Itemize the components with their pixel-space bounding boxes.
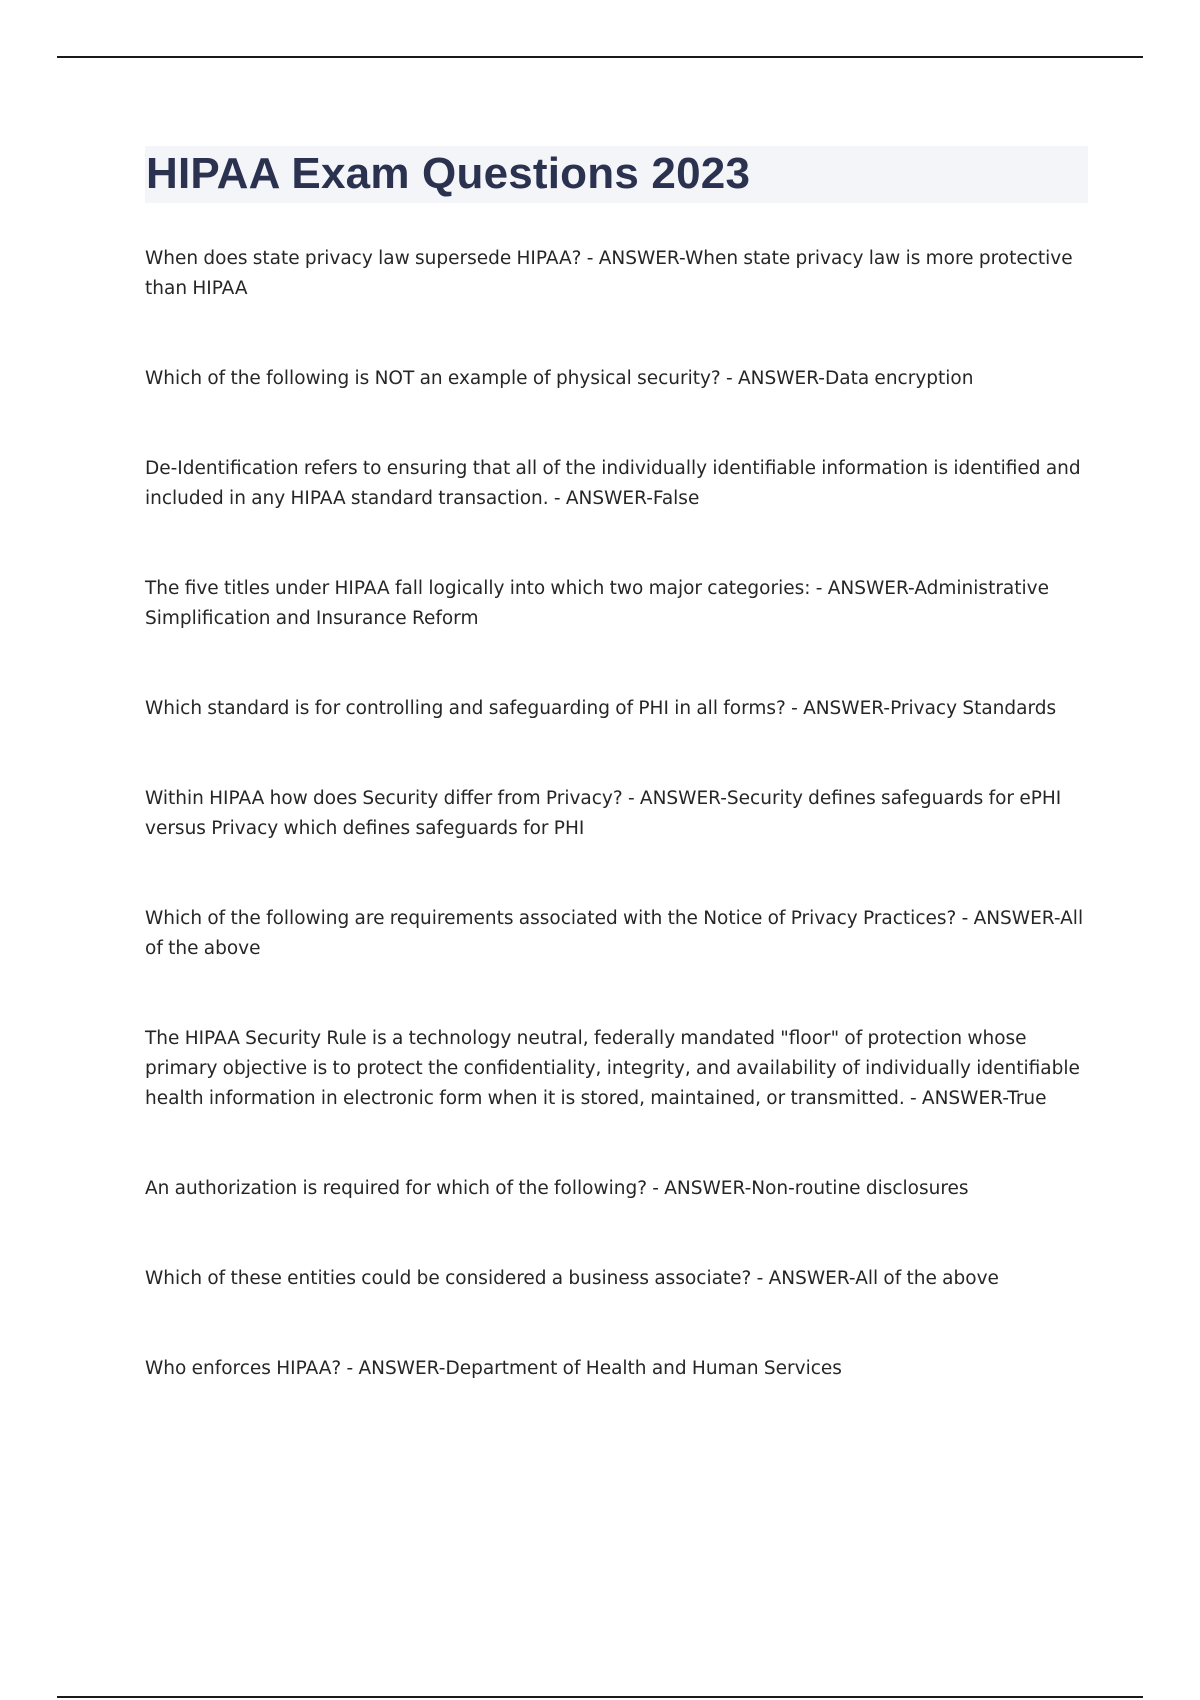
- page-title: HIPAA Exam Questions 2023: [146, 149, 751, 198]
- qa-item: Within HIPAA how does Security differ from Privacy? - ANSWER-Security defines safeguards for ePHI versus Privacy which defines safeguards for PHI: [145, 788, 1062, 839]
- qa-item: Which standard is for controlling and safeguarding of PHI in all forms? - ANSWER-Privacy Standards: [145, 698, 1057, 719]
- qa-item: The HIPAA Security Rule is a technology neutral, federally mandated "floor" of protection whose primary objective is to protect the confidentiality, integrity, and availability of individually identifiable health information in electronic form when it is stored, maintained, or transmitted. - ANSWER-True: [145, 1028, 1080, 1109]
- qa-item: When does state privacy law supersede HIPAA? - ANSWER-When state privacy law is more protective than HIPAA: [145, 248, 1073, 299]
- qa-item: Which of the following is NOT an example of physical security? - ANSWER-Data encryption: [145, 368, 974, 389]
- qa-item: An authorization is required for which of the following? - ANSWER-Non-routine disclosures: [145, 1178, 969, 1199]
- qa-item: The five titles under HIPAA fall logically into which two major categories: - ANSWER-Administrative Simplification and Insurance Reform: [145, 578, 1049, 629]
- top-divider: [57, 56, 1143, 58]
- question-answer-list: [145, 244, 1090, 1444]
- qa-item: Which of the following are requirements associated with the Notice of Privacy Practices? - ANSWER-All of the above: [145, 908, 1084, 959]
- bottom-divider: [57, 1696, 1143, 1698]
- qa-item: Which of these entities could be considered a business associate? - ANSWER-All of the above: [145, 1268, 999, 1289]
- qa-item: De-Identification refers to ensuring that all of the individually identifiable information is identified and included in any HIPAA standard transaction. - ANSWER-False: [145, 458, 1081, 509]
- qa-item: Who enforces HIPAA? - ANSWER-Department of Health and Human Services: [145, 1358, 842, 1379]
